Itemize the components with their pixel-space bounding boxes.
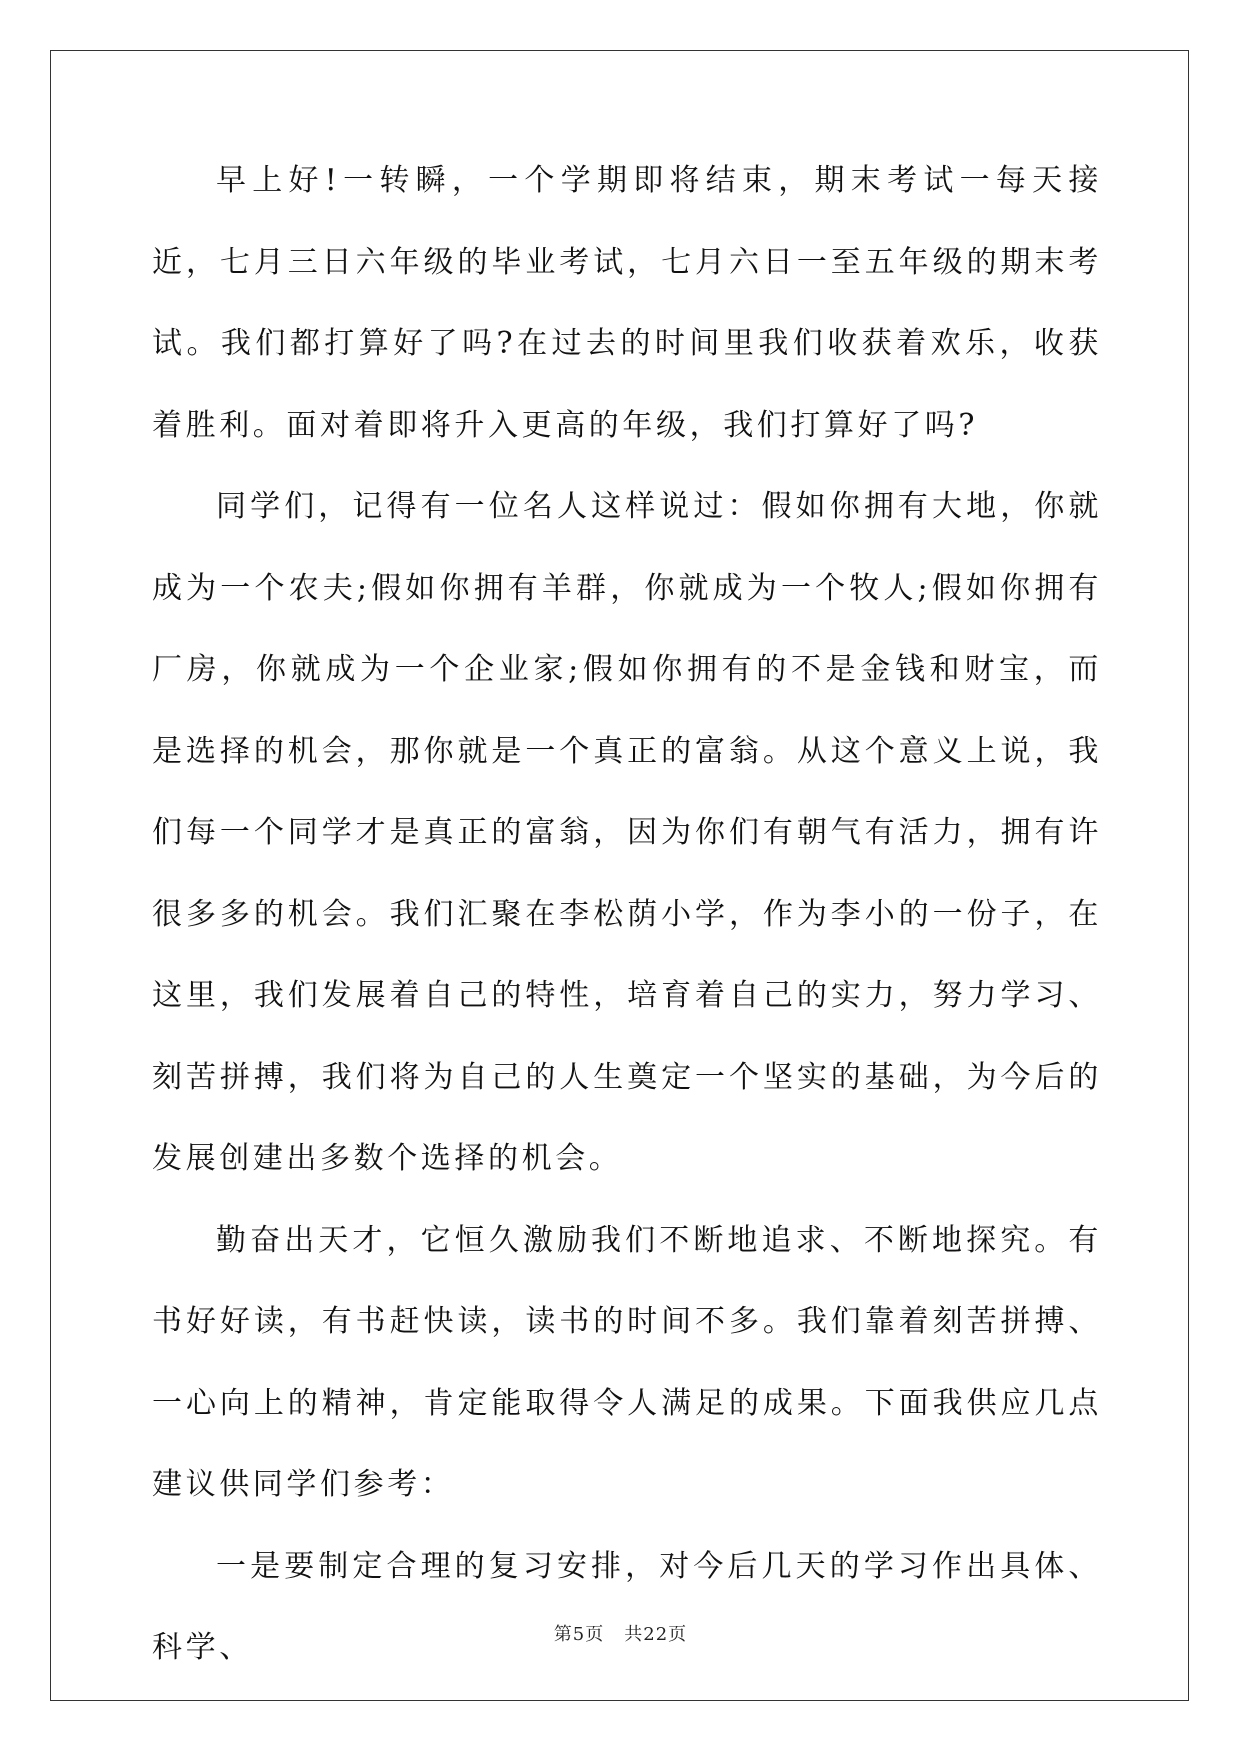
page-total: 共22页 — [624, 1624, 688, 1645]
page-footer — [0, 1620, 1241, 1646]
paragraph-2: 同学们，记得有一位名人这样说过：假如你拥有大地，你就成为一个农夫;假如你拥有羊群，你就成为一个牧人;假如你拥有厂房，你就成为一个企业家;假如你拥有的不是金钱和财宝，而是选择的机会，那你就是一个真正的富翁。从这个意义上说，我们每一个同学才是真正的富翁，因为你们有朝气有活力，拥有许很多多的机会。我们汇聚在李松荫小学，作为李小的一份子，在这里，我们发展着自己的特性，培育着自己的实力，努力学习、刻苦拼搏，我们将为自己的人生奠定一个坚实的基础，为今后的发展创建出多数个选择的机会。 — [152, 489, 1102, 1176]
paragraph-4: 一是要制定合理的复习安排，对今后几天的学习作出具体、科学、 — [152, 1548, 1102, 1665]
paragraph-1: 早上好!一转瞬，一个学期即将结束，期末考试一每天接近，七月三日六年级的毕业考试，七月六日一至五年级的期末考试。我们都打算好了吗?在过去的时间里我们收获着欢乐，收获着胜利。面对着即将升入更高的年级，我们打算好了吗? — [152, 163, 1102, 443]
page-number: 第5页 — [553, 1624, 605, 1645]
document-body — [152, 160, 1102, 1689]
paragraph-3: 勤奋出天才，它恒久激励我们不断地追求、不断地探究。有书好好读，有书赶快读，读书的时间不多。我们靠着刻苦拼搏、一心向上的精神，肯定能取得令人满足的成果。下面我供应几点建议供同学们参考： — [152, 1222, 1102, 1502]
